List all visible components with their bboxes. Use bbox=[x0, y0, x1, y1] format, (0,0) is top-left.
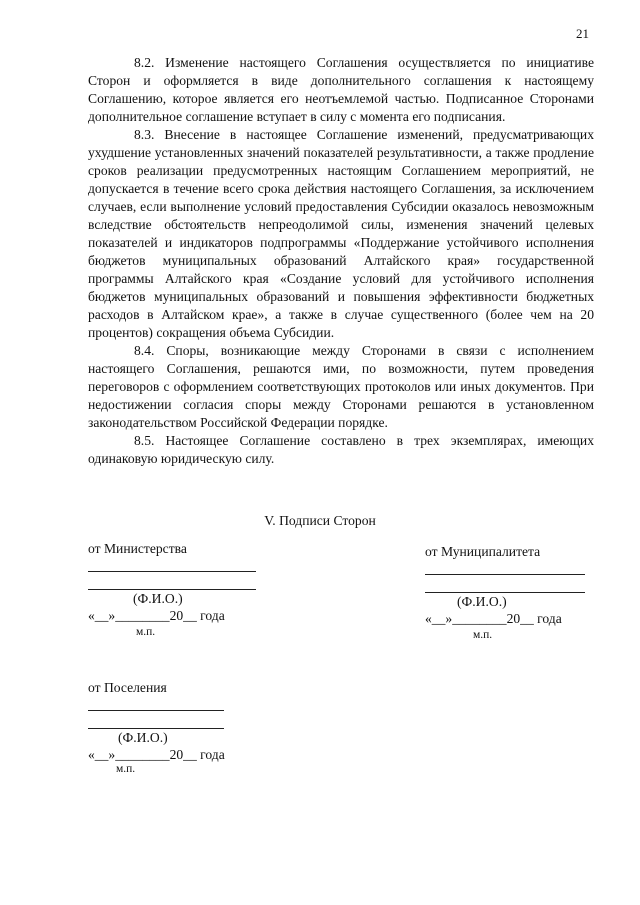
fio-caption: (Ф.И.О.) bbox=[457, 594, 507, 609]
stamp-caption: м.п. bbox=[136, 626, 156, 638]
party-label: от Министерства bbox=[88, 541, 187, 556]
fio-caption: (Ф.И.О.) bbox=[133, 591, 183, 606]
stamp-caption: м.п. bbox=[473, 629, 493, 641]
signature-line bbox=[88, 710, 224, 711]
section-title: V. Подписи Сторон bbox=[264, 513, 376, 528]
stamp-caption: м.п. bbox=[116, 763, 136, 775]
paragraph-8-3: 8.3. Внесение в настоящее Соглашение изменений, предусматривающих ухудшение установленных значений показателей результативности, а также продление сроков реализации предусмотренных настоящим Соглашением мероприятий, не допускается в течение всего срока действия настоящего Соглашения, за исключением случаев, если выполнение условий предоставления Субсидии оказалось невозможным вследствие обстоятельств непреодолимой силы, изменения значений целевых показателей и индикаторов подпрограммы «Поддержание устойчивого исполнения бюджетов муниципальных образований Алтайского края» государственной программы Алтайского края «Создание условий для устойчивого исполнения бюджетов муниципальных образований и повышения эффективности бюджетных расходов в Алтайском крае», а также в случае существенного (более чем на 20 процентов) сокращения объема Субсидии. bbox=[88, 127, 594, 340]
paragraph-8-5: 8.5. Настоящее Соглашение составлено в трех экземплярах, имеющих одинаковую юридическую силу. bbox=[88, 433, 594, 466]
agreement-body bbox=[88, 54, 594, 468]
signature-line bbox=[425, 574, 585, 575]
signature-block-settlement bbox=[88, 680, 268, 775]
date-line: «__»________20__ года bbox=[88, 747, 225, 762]
paragraph-8-2: 8.2. Изменение настоящего Соглашения осуществляется по инициативе Сторон и оформляется в виде дополнительного соглашения к настоящему Соглашению, которое является его неотъемлемой частью. Подписанное Сторонами дополнительное соглашение вступает в силу с момента его подписания. bbox=[88, 55, 594, 124]
name-line bbox=[88, 728, 224, 729]
name-line bbox=[88, 589, 256, 590]
party-label: от Муниципалитета bbox=[425, 544, 541, 559]
paragraph-8-4: 8.4. Споры, возникающие между Сторонами в связи с исполнением настоящего Соглашения, решаются ими, по возможности, путем проведения переговоров с оформлением соответствующих протоколов или иных документов. При недостижении согласия споры между Сторонами решаются в установленном законодательством Российской Федерации порядке. bbox=[88, 343, 594, 430]
page-number: 21 bbox=[576, 26, 589, 41]
signature-block-municipality bbox=[425, 544, 605, 641]
name-line bbox=[425, 592, 585, 593]
signature-line bbox=[88, 571, 256, 572]
party-label: от Поселения bbox=[88, 680, 167, 695]
signature-block-ministry bbox=[88, 541, 268, 638]
fio-caption: (Ф.И.О.) bbox=[118, 730, 168, 745]
date-line: «__»________20__ года bbox=[88, 608, 225, 623]
date-line: «__»________20__ года bbox=[425, 611, 562, 626]
